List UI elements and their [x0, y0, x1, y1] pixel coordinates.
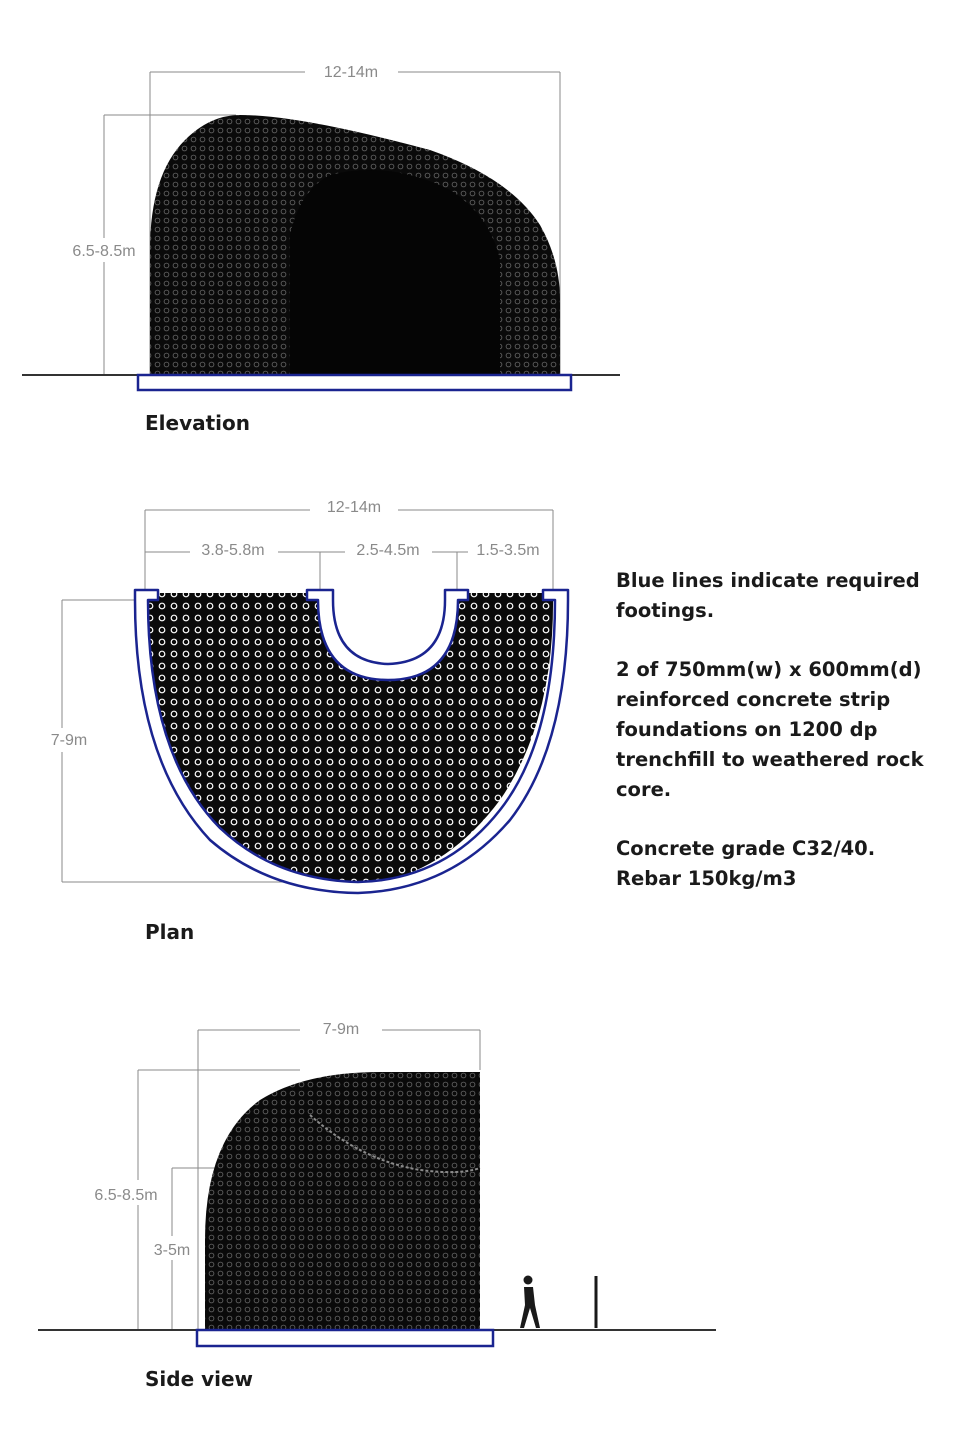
plan-segment-right-label: 1.5-3.5m	[476, 542, 540, 559]
elevation-footing	[138, 375, 571, 390]
notes-line: Concrete grade C32/40.	[616, 837, 876, 860]
notes-line: reinforced concrete strip	[616, 688, 891, 711]
notes-line: footings.	[616, 599, 715, 622]
notes-line: Blue lines indicate required	[616, 569, 920, 592]
plan-mesh-shell	[145, 593, 553, 885]
elevation-width-label: 12-14m	[323, 64, 379, 81]
plan-depth-label: 7-9m	[50, 732, 88, 749]
side-view-title: Side view	[145, 1367, 254, 1391]
elevation-height-label: 6.5-8.5m	[72, 243, 136, 260]
plan-title: Plan	[145, 920, 195, 944]
person-scale-icon	[520, 1276, 540, 1329]
plan-segment-left-label: 3.8-5.8m	[201, 542, 265, 559]
footing-notes	[616, 566, 936, 923]
elevation-view	[22, 64, 620, 390]
notes-line: trenchfill to weathered rock	[616, 748, 924, 771]
notes-line: foundations on 1200 dp	[616, 718, 878, 741]
side-footing	[197, 1330, 493, 1346]
side-mesh-shell	[205, 1072, 480, 1330]
notes-line: Rebar 150kg/m3	[616, 867, 797, 890]
side-height-label: 6.5-8.5m	[94, 1187, 158, 1204]
plan-segment-middle-label: 2.5-4.5m	[356, 542, 420, 559]
side-inner-height-label: 3-5m	[153, 1242, 191, 1259]
notes-line: 2 of 750mm(w) x 600mm(d)	[616, 658, 922, 681]
plan-view	[51, 499, 568, 893]
elevation-title: Elevation	[145, 411, 251, 435]
side-view	[38, 1021, 716, 1346]
plan-width-label: 12-14m	[326, 499, 382, 516]
side-width-label: 7-9m	[322, 1021, 360, 1038]
notes-line: core.	[616, 778, 672, 801]
